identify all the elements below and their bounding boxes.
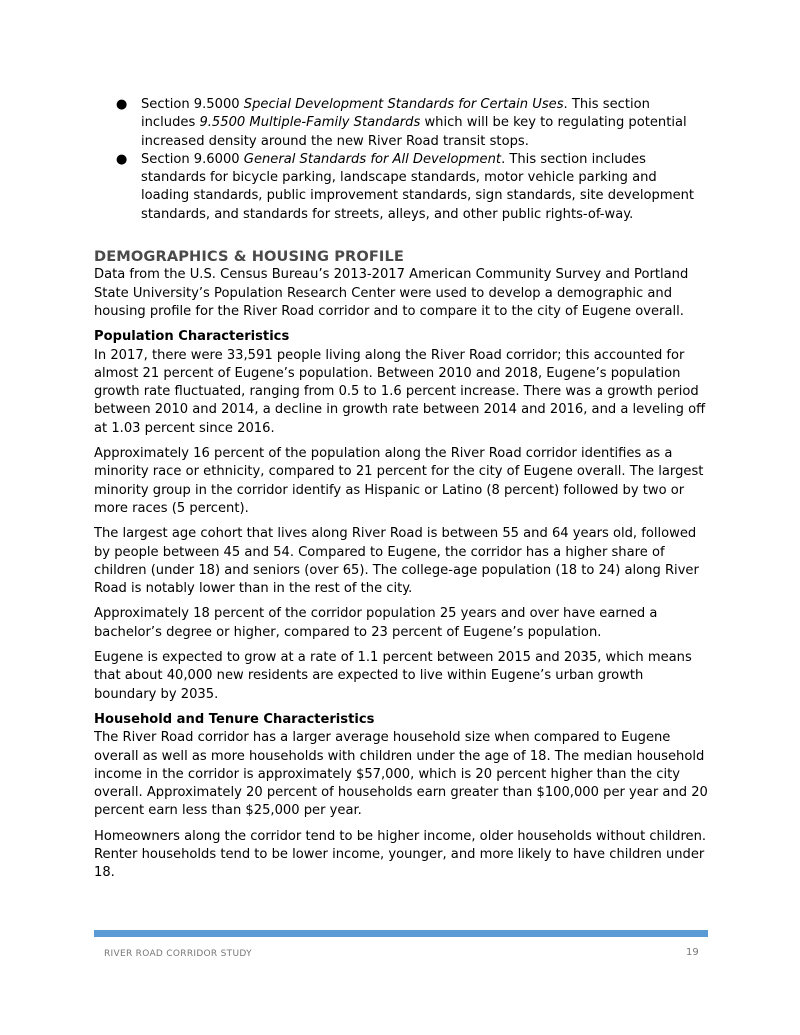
footer-title: RIVER ROAD CORRIDOR STUDY bbox=[104, 949, 252, 959]
paragraph: Approximately 18 percent of the corridor population 25 years and over have earned a bachelor’s degree or higher, compared to 23 percent of Eugene’s population. bbox=[94, 606, 658, 640]
page-number: 19 bbox=[686, 947, 699, 958]
paragraph: The River Road corridor has a larger average household size when compared to Eugene overall as well as more households with children under the age of 18. The median household income in the corridor is approximately $57,000, which is 20 percent higher than the city overall. Approximately 20 percent of households earn greater than $100,000 per year and 20 percent earn less than $25,000 per year. bbox=[94, 730, 708, 819]
population-heading: Population Characteristics bbox=[94, 329, 290, 345]
list-item bbox=[94, 96, 708, 151]
bullet-text: which will be key to regulating potential increased density around the new River Road transit stops. bbox=[141, 115, 687, 149]
paragraph: In 2017, there were 33,591 people living along the River Road corridor; this accounted for almost 21 percent of Eugene’s population. Between 2010 and 2018, Eugene’s population growth rate fluctuated, ranging from 0.5 to 1.6 percent increase. There was a growth period between 2010 and 2014, a decline in growth rate between 2014 and 2016, and a leveling off at 1.03 percent since 2016. bbox=[94, 347, 706, 436]
footer-divider bbox=[94, 930, 708, 937]
bullet-text: Section 9.6000 bbox=[141, 151, 244, 167]
bullet-emphasis: General Standards for All Development bbox=[243, 151, 502, 167]
paragraph: The largest age cohort that lives along River Road is between 55 and 64 years old, followed by people between 45 and 54. Compared to Eugene, the corridor has a higher share of children (under 18) and seniors (over 65). The college-age population (18 to 24) along River Road is notably lower than in the rest of the city. bbox=[94, 526, 699, 597]
bullet-text: . This section includes standards for bicycle parking, landscape standards, motor vehicle parking and loading standards, public improvement standards, sign standards, site development standards, and standards for streets, alleys, and other public rights-of-way. bbox=[141, 151, 695, 222]
page-content bbox=[94, 96, 708, 883]
household-heading: Household and Tenure Characteristics bbox=[94, 711, 375, 727]
bullet-list bbox=[94, 96, 708, 224]
bullet-text: . This section includes bbox=[141, 97, 650, 131]
paragraph: Approximately 16 percent of the population along the River Road corridor identifies as a minority race or ethnicity, compared to 21 percent for the city of Eugene overall. The largest minority group in the corridor identify as Hispanic or Latino (8 percent) followed by two or more races (5 percent). bbox=[94, 446, 704, 516]
bullet-emphasis: 9.5500 Multiple-Family Standards bbox=[199, 115, 421, 131]
section-heading: DEMOGRAPHICS & HOUSING PROFILE bbox=[94, 248, 404, 266]
bullet-emphasis: Special Development Standards for Certain Uses bbox=[243, 97, 564, 112]
paragraph: Eugene is expected to grow at a rate of 1.1 percent between 2015 and 2035, which means that about 40,000 new residents are expected to live within Eugene’s urban growth boundary by 2035. bbox=[94, 650, 692, 702]
list-item bbox=[94, 151, 708, 224]
paragraph: Homeowners along the corridor tend to be higher income, older households without children. Renter households tend to be lower income, younger, and more likely to have children under 18. bbox=[94, 828, 707, 881]
intro-paragraph: Data from the U.S. Census Bureau’s 2013-2017 American Community Survey and Portland State University’s Population Research Center were used to develop a demographic and housing profile for the River Road corridor and to compare it to the city of Eugene overall. bbox=[94, 267, 689, 319]
bullet-icon: ● bbox=[116, 97, 128, 112]
bullet-icon: ● bbox=[116, 151, 128, 167]
bullet-text: Section 9.5000 bbox=[141, 97, 244, 112]
